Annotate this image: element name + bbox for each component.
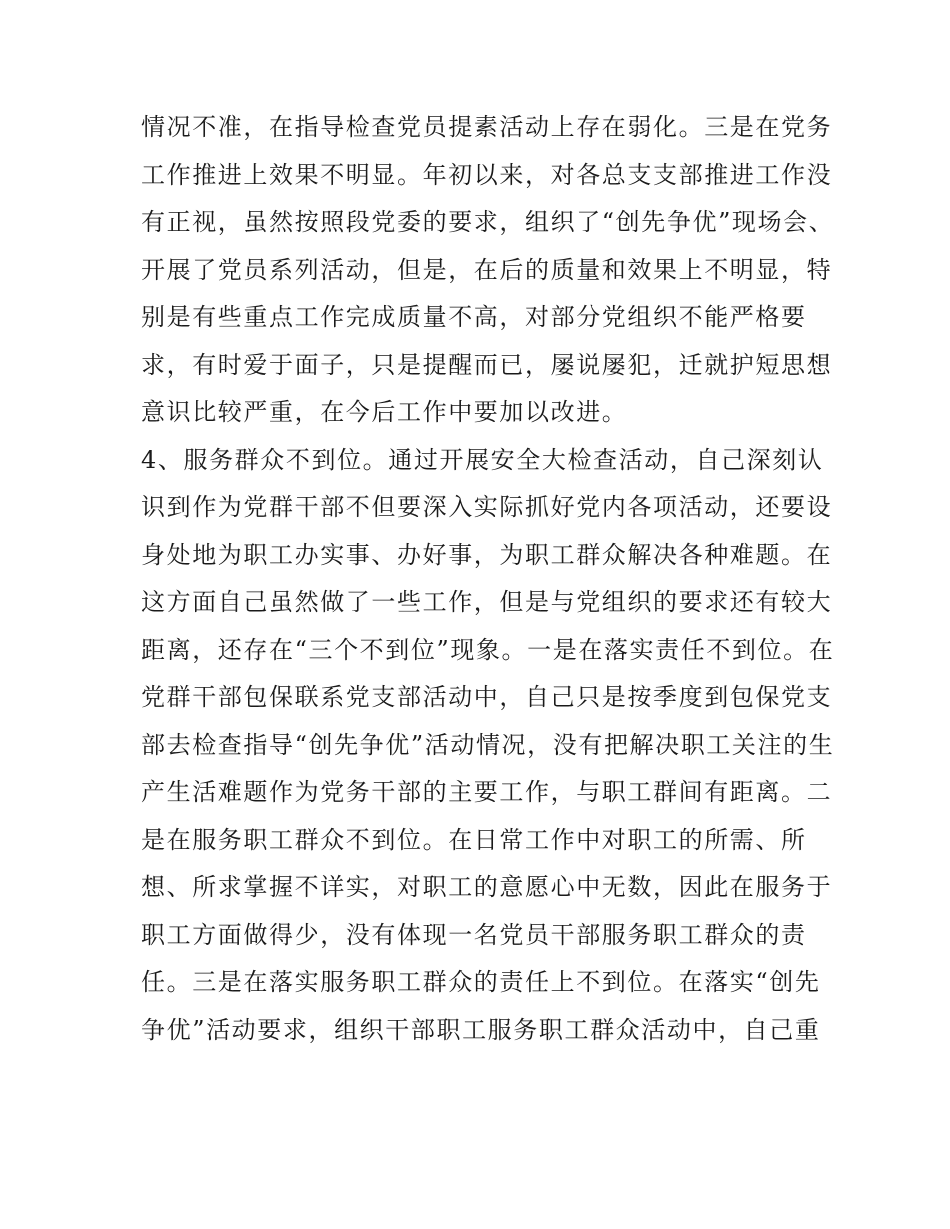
text-line: 4、服务群众不到位。通过开展安全大检查活动，自己深刻认 [141, 445, 824, 474]
text-line: 别是有些重点工作完成质量不高，对部分党组织不能严格要 [141, 303, 807, 331]
text-line: 争优”活动要求，组织干部职工服务职工群众活动中，自己重 [141, 1015, 821, 1044]
text-line: 任。三是在落实服务职工群众的责任上不到位。在落实“创先 [141, 968, 821, 996]
text-line: 求，有时爱于面子，只是提醒而已，屡说屡犯，迁就护短思想 [141, 350, 833, 379]
text-line: 职工方面做得少，没有体现一名党员干部服务职工群众的责 [141, 920, 807, 949]
text-line: 识到作为党群干部不但要深入实际抓好党内各项活动，还要设 [141, 493, 833, 521]
text-line: 部去检查指导“创先争优”活动情况，没有把解决职工关注的生 [141, 730, 835, 759]
text-line: 意识比较严重，在今后工作中要加以改进。 [141, 398, 628, 426]
text-line: 有正视，虽然按照段党委的要求，组织了“创先争优”现场会、 [141, 208, 835, 236]
text-line: 这方面自己虽然做了一些工作，但是与党组织的要求还有较大 [141, 588, 833, 616]
text-line: 开展了党员系列活动，但是，在后的质量和效果上不明显，特 [141, 255, 833, 284]
body-text [141, 104, 835, 1054]
text-line: 产生活难题作为党务干部的主要工作，与职工群间有距离。二 [141, 778, 833, 806]
text-line: 是在服务职工群众不到位。在日常工作中对职工的所需、所 [141, 825, 807, 854]
text-line: 党群干部包保联系党支部活动中，自己只是按季度到包保党支 [141, 683, 833, 711]
text-line: 情况不准，在指导检查党员提素活动上存在弱化。三是在党务 [141, 113, 833, 141]
text-line: 工作推进上效果不明显。年初以来，对各总支支部推进工作没 [141, 160, 833, 189]
text-line: 身处地为职工办实事、办好事，为职工群众解决各种难题。在 [141, 540, 833, 569]
text-line: 想、所求掌握不详实，对职工的意愿心中无数，因此在服务于 [141, 873, 833, 901]
text-line: 距离，还存在“三个不到位”现象。一是在落实责任不到位。在 [141, 635, 835, 664]
